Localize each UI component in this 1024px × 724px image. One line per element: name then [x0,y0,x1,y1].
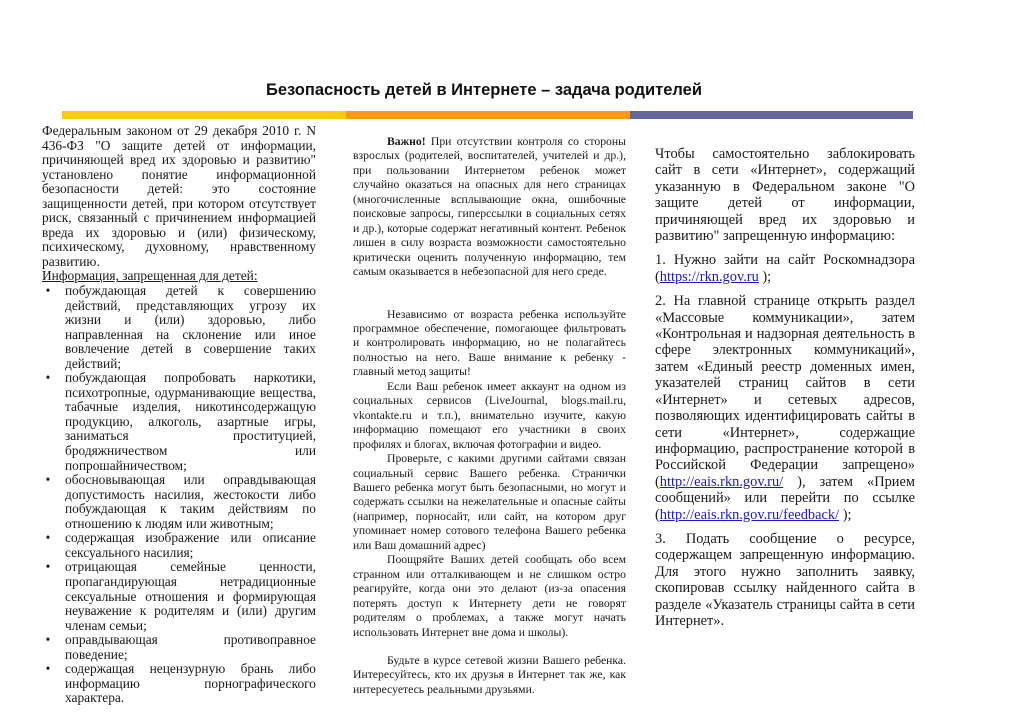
header-bar-orange [346,111,630,119]
list-item: • содержащая изображение или описание сексуального насилия; [42,531,316,560]
step-3: 3. Подать сообщение о ресурсе, содержащем запрещенную информацию. Для этого нужно заполнить заявку, скопировав ссылку найденного сайта в разделе «Указатель страницы сайта в сети Интернет». [655,530,915,629]
closing-paragraph: Будьте в курсе сетевой жизни Вашего ребенка. Интересуйтесь, кто их друзья в Интернет так же, как интересуетесь реальными друзьями. [353,653,626,696]
header-bar-purple [630,111,913,119]
list-item: • побуждающая детей к совершению действий, представляющих угрозу их жизни и (или) здоровью, либо направленная на склонение или иное вовлечение детей в совершение таких действий; [42,284,316,371]
bullet-icon: • [45,283,51,299]
bullet-icon: • [45,530,51,546]
rkn-link[interactable]: https://rkn.gov.ru [659,268,759,285]
bullet-icon: • [45,632,51,648]
paragraph: Поощряйте Ваших детей сообщать обо всем странном или отталкивающем и не слишком остро реагируйте, когда они это делают (из-за опасения потерять доступ к Интернету дети не говорят родителям о проблемах, а также могут начать использовать Интернет вне дома и школы). [353,553,626,639]
forbidden-info-heading: Информация, запрещенная для детей: [42,268,258,284]
bullet-icon: • [45,559,51,575]
middle-column [353,135,626,697]
left-column [42,124,316,706]
paragraph: Проверьте, с какими другими сайтами связан социальный сервис Вашего ребенка. Странички Вашего ребенка могут быть безопасными, но могут и содержать ссылки на нежелательные и опасные сайты (например, порносайт, или сайт, на котором друг упоминает номер сотового телефона Вашего ребенка или Ваш домашний адрес) [353,452,626,552]
list-item: • побуждающая попробовать наркотики, психотропные, одурманивающие вещества, табачные изделия, никотинсодержащую продукцию, алкоголь, азартные игры, заниматься проституцией, бродяжничеством или попрошайничеством; [42,371,316,473]
list-item: • содержащая нецензурную брань либо информацию порнографического характера. [42,662,316,706]
list-item: • обосновывающая или оправдывающая допустимость насилия, жестокости либо побуждающая к таким действиям по отношению к людям или животным; [42,473,316,531]
step-2: 2. На главной странице открыть раздел «Массовые коммуникации», затем «Контрольная и надзорная деятельность в сфере электронных коммуникаций», затем «Единый реестр доменных имен, указателей страниц сайтов в сети «Интернет» и сетевых адресов, позволяющих идентифицировать сайты в сети «Интернет», содержащие информацию, распространение которой в Российской Федерации запрещено» (http://eais.rkn.gov.ru/ ), затем «Прием сообщений» или перейти по ссылке (http://eais.rkn.gov.ru/feedback/ ); [655,293,915,523]
important-label: Важно! [387,135,426,148]
bullet-icon: • [45,661,51,677]
paragraph: Если Ваш ребенок имеет аккаунт на одном из социальных сервисов (LiveJournal, blogs.mail.ru, vkontakte.ru и т.п.), внимательно изучите, какую информацию помещают его участники в своих профилях и блогах, включая фотографии и видео. [353,379,626,451]
right-column [655,146,915,637]
forbidden-info-list [42,284,316,706]
eais-feedback-link[interactable]: http://eais.rkn.gov.ru/feedback/ [659,506,840,523]
list-item: • оправдывающая противоправное поведение; [42,633,316,662]
paragraph: Независимо от возраста ребенка используйте программное обеспечение, помогающее фильтровать и контролировать информацию, но не полагайтесь полностью на него. Ваше внимание к ребенку - главный метод защиты! [353,307,626,379]
header-bar-yellow [62,111,346,119]
bullet-icon: • [45,472,51,488]
important-paragraph: Важно! При отсутствии контроля со стороны взрослых (родителей, воспитателей, учителей и др.), при пользовании Интернетом ребенок может случайно оказаться на опасных для него страницах (многочисленные всплывающие окна, ошибочные поисковые запросы, гиперссылки в социальных сетях и др.), которые содержат негативный контент. Ребенок лишен в силу возраста возможности самостоятельно критически оценить полученную информацию, тем самым оказывается в небезопасной для него среде. [353,135,626,279]
page-title: Безопасность детей в Интернете – задача родителей [265,81,702,99]
eais-link[interactable]: http://eais.rkn.gov.ru/ [659,473,784,490]
block-instructions-intro: Чтобы самостоятельно заблокировать сайт в сети «Интернет», содержащий указанную в Федеральном законе "О защите детей от информации, причиняющей вред их здоровью и развитию" запрещенную информацию: [655,146,915,245]
step-1: 1. Нужно зайти на сайт Роскомнадзора (https://rkn.gov.ru ); [655,252,915,285]
list-item: • отрицающая семейные ценности, пропагандирующая нетрадиционные сексуальные отношения и формирующая неуважение к родителям и (или) другим членам семьи; [42,560,316,633]
bullet-icon: • [45,370,51,386]
law-intro: Федеральным законом от 29 декабря 2010 г. N 436-ФЗ "О защите детей от информации, причиняющей вред их здоровью и развитию" установлено понятие информационной безопасности детей: это состояние защищенности детей, при котором отсутствует риск, связанный с причинением информацией вреда их здоровью и (или) физическому, психическому, духовному, нравственному развитию. [42,123,316,269]
